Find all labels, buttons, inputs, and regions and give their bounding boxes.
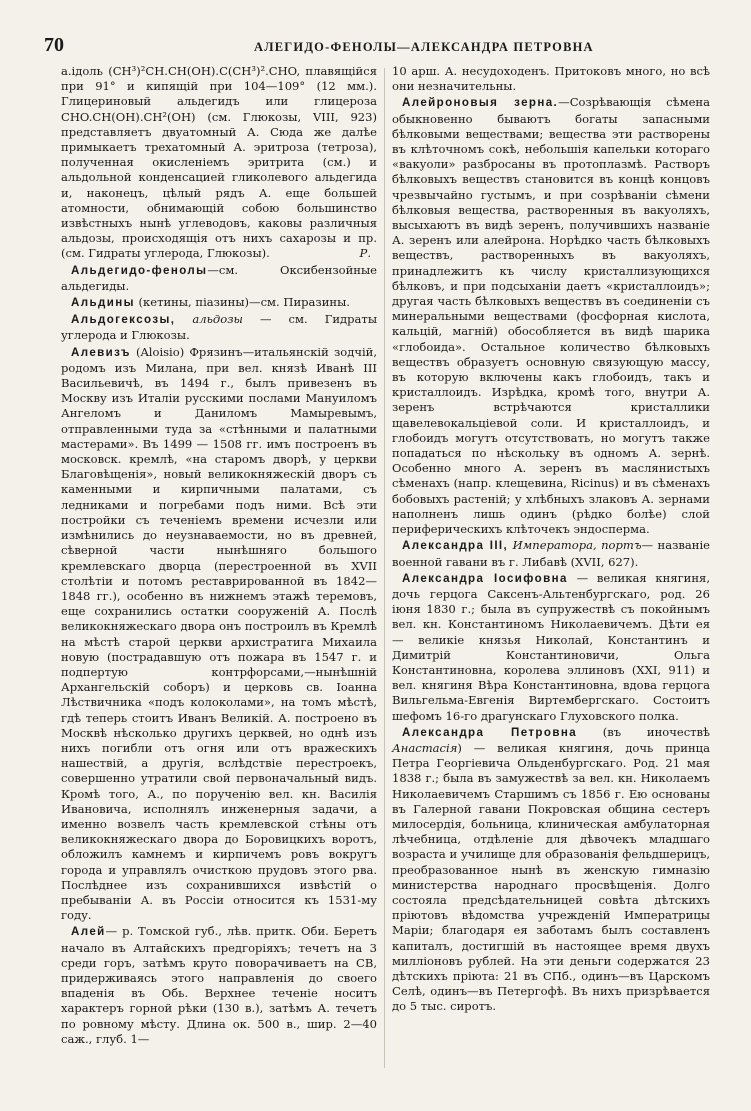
entry-headword: Александра Іосифовна	[402, 572, 568, 585]
entry-text: —см. Оксибензойные альдегиды.	[61, 262, 377, 293]
page-number: 70	[44, 34, 64, 56]
entry-italic: альдозы	[192, 312, 243, 327]
entry-italic: Анастасія	[392, 740, 458, 755]
entry-headword: Алей	[71, 926, 106, 939]
author-signature: Р.	[359, 246, 371, 261]
entry-headword: Альдегидо-фенолы	[71, 264, 208, 277]
entry-aleksandra-iosifovna	[392, 571, 710, 724]
left-column	[61, 64, 377, 1048]
entry-aleviz	[61, 345, 377, 924]
entry-aldegido-fenoly	[61, 263, 377, 294]
page-header	[44, 34, 691, 64]
entry-text: а.ідоль (CH³)²CH.CH(OH).C(CH³)².CHO, плавящійся при 91° и кипящій при 104—109° (12 мм.). Глицериновый альдегидъ или глицероза CHO.CH(OH).CH²(OH) (см. Глюкозы, VIII, 923) представляетъ двуатомный А. Сюда же далѣе примыкаетъ трехатомный А. эритроза (тетроза), полученная окисленіемъ эритрита (см.) и альдольной конденсацией гликолевого альдегида и, наконецъ, цѣлый рядъ А. еще большей атомности, обнимающій собою большинство извѣстныхъ нынѣ углеводовъ, каковы различныя альдозы, происходящія отъ нихъ сахарозы и пр. (см. Гидраты углерода, Глюкозы).	[61, 64, 377, 261]
running-head: АЛЕГИДО-ФЕНОЛЫ—АЛЕКСАНДРА ПЕТРОВНА	[254, 40, 594, 54]
column-divider	[384, 68, 385, 1068]
entry-text: — р. Томской губ., лѣв. притк. Оби. Беретъ начало въ Алтайскихъ предгоріяхъ; течетъ на 3 среди горъ, затѣмъ круто поворачиваетъ на СВ, придерживаясь этого направленія до своего впаденія въ Обь. Верхнее теченіе носитъ характеръ горной рѣки (130 в.), затѣмъ А. течетъ по ровному мѣсту. Длина ок. 500 в., шир. 2—40 саж., глуб. 1—	[61, 924, 377, 1046]
entry-aldiny	[61, 295, 377, 311]
entry-aleksandra-petrovna	[392, 725, 710, 1015]
entry-text: (въ иночествѣ	[602, 724, 711, 739]
entry-text: ) — великая княгиня, дочь принца Петра Георгіевича Ольденбургскаго. Род. 21 мая 1838 г.; была въ замужествѣ за вел. кн. Николаемъ Николаевичемъ Старшимъ съ 1856 г. Ею основаны въ Галерной гавани Покровская община сестеръ милосердія, больница, клиническая амбулаторная лѣчебница, отдѣленіе для дѣвочекъ младшаго возраста и училище для образованія фельдшерицъ, преобразованное нынѣ въ женскую гимназію министерства народнаго просвѣщенія. Долго состояла предсѣдательницей совѣта дѣтскихъ пріютовъ вѣдомства учрежденій Императрицы Маріи; благодаря ея заботамъ былъ составленъ капиталъ, достигшій въ настоящее время двухъ милліоновъ рублей. На эти деньги содержатся 23 дѣтскихъ пріюта: 21 въ СПб., одинъ—въ Царскомъ Селѣ, одинъ—въ Петергофѣ. Въ нихъ призрѣвается до 5 тыс. сиротъ.	[392, 740, 710, 1014]
right-column	[392, 64, 710, 1016]
entry-text: (Aloisio) Фрязинъ—итальянскій зодчій, родомъ изъ Милана, при вел. князѣ Иванѣ III Васильевичѣ, въ 1494 г., былъ привезенъ въ Москву изъ Италіи русскими послами Мануиломъ Ангеломъ и Даниломъ Мамыревымъ, отправленными туда за «стѣнными и палатными мастерами». Въ 1499 — 1508 гг. имъ построенъ въ московск. кремлѣ, «на старомъ дворѣ, у церкви Благовѣщенія», новый великокняжескій дворъ съ каменными и кирпичными палатами, съ ледниками и погребами подъ ними. Всѣ эти постройки съ теченіемъ времени исчезли или измѣнились до неузнаваемости, но въ древней, сѣверной части нынѣшняго большого кремлевскаго дворца (перестроенной въ XVII столѣтіи и потомъ реставрированной въ 1842—1848 гг.), особенно въ нижнемъ этажѣ теремовъ, еще сохранились остатки сооруженій А. Послѣ великокняжескаго двора онъ построилъ въ Кремлѣ на мѣстѣ старой церкви архистратига Михаила новую (пострадавшую отъ пожара въ 1547 г. и подпертую контрфорсами,—нынѣшній Архангельскій соборъ) и церковь св. Іоанна Лѣствичника «подъ колоколами», на томъ мѣстѣ, гдѣ теперь стоитъ Иванъ Великій. А. построено въ Москвѣ нѣсколько другихъ церквей, но однѣ изъ нихъ погибли отъ огня или отъ вражескихъ нашествій, а другія, вслѣдствіе перестроекъ, совершенно утратили свой первоначальный видъ. Кромѣ того, А., по порученію вел. кн. Василія Ивановича, исполнялъ инженерныя задачи, а именно возвелъ часть кремлевской стѣны отъ великокняжескаго двора до Боровицкихъ воротъ, обложилъ камнемъ и кирпичемъ ровъ вокругъ города и управлялъ очисткою прудовъ этого рва. Послѣднее изъ сохранившихся извѣстій о пребываніи А. въ Россіи относится къ 1531-му году.	[61, 344, 378, 923]
entry-alei-continued: 10 арш. А. несудоходенъ. Притоковъ много, но всѣ они незначительны.	[392, 64, 710, 94]
entry-headword: Александра III,	[402, 540, 509, 553]
entry-italic: Императора, портъ	[512, 538, 642, 553]
entry-aldol-continued	[61, 64, 377, 262]
entry-headword: Альдогексозы,	[71, 314, 176, 327]
entry-text: (кетины, піазины)—см. Пиразины.	[138, 295, 350, 310]
entry-headword: Алейроновыя зерна.	[402, 97, 559, 110]
entry-aldogeksozy	[61, 312, 377, 343]
entry-text: — см. Гидраты углерода и Глюкозы.	[61, 312, 378, 343]
entry-headword: Алевизъ	[71, 346, 131, 359]
entry-aleksandra-iii	[392, 538, 710, 569]
entry-headword: Александра Петровна	[402, 726, 578, 739]
entry-text: — великая княгиня, дочь герцога Саксенъ-Альтенбургскаго, род. 26 іюня 1830 г.; была въ супружествѣ съ покойнымъ вел. кн. Константиномъ Николаевичемъ. Дѣти ея — великіе князья Николай, Константинъ и Димитрій Константиновичи, Ольга Константиновна, королева эллиновъ (XXI, 911) и вел. княгиня Вѣра Константиновна, вдова герцога Вильгельма-Евгенія Виртембергскаго. Состоитъ шефомъ 16-го драгунскаго Глуховского полка.	[392, 570, 711, 723]
entry-aleironovye-zerna	[392, 95, 710, 537]
entry-text: —Созрѣвающія сѣмена обыкновенно бываютъ богаты запасными бѣлковыми веществами; вещества эти растворены въ клѣточномъ сокѣ, небольшія капельки котораго «вакуоли» разбросаны въ протоплазмѣ. Растворъ бѣлковыхъ веществъ становится въ концѣ концовъ чрезвычайно густымъ, и при созрѣваніи сѣмени бѣлковыя вещества, растворенныя въ вакуоляхъ, высыхаютъ въ видѣ зеренъ, получившихъ названіе А. зеренъ или алейрона. Норѣдко часть бѣлковыхъ веществъ, растворенныхъ въ вакуоляхъ, принадлежитъ къ числу кристаллизующихся бѣлковъ, и при подсыханіи даетъ «кристаллоидъ»; другая часть бѣлковыхъ веществъ въ соединеніи съ минеральными веществами (фосфорная кислота, кальцій, магній) обособляется въ видѣ шарика «глобоида». Остальное количество бѣлковыхъ веществъ образуетъ основную связующую массу, въ которую включены какъ глобоидъ, такъ и кристаллоидъ. Изрѣдка, кромѣ того, внутри А. зеренъ встрѣчаются кристаллики щавелевокальціевой соли. И кристаллоидъ, и глобоидъ могутъ отсутствовать, но могутъ также попадаться по нѣскольку въ одномъ А. зернѣ. Особенно много А. зеренъ въ маслянистыхъ сѣменахъ (напр. клещевина, Ricinus) и въ сѣменахъ бобовыхъ растеній; у хлѣбныхъ злаковъ А. зернами наполненъ лишь одинъ (рѣдко болѣе) слой периферическихъ клѣточекъ эндосперма.	[392, 95, 710, 537]
entry-text: — названіе военной гавани въ г. Либавѣ (XVII, 627).	[392, 538, 711, 569]
entry-alei	[61, 924, 377, 1047]
entry-headword: Альдины	[71, 297, 135, 310]
